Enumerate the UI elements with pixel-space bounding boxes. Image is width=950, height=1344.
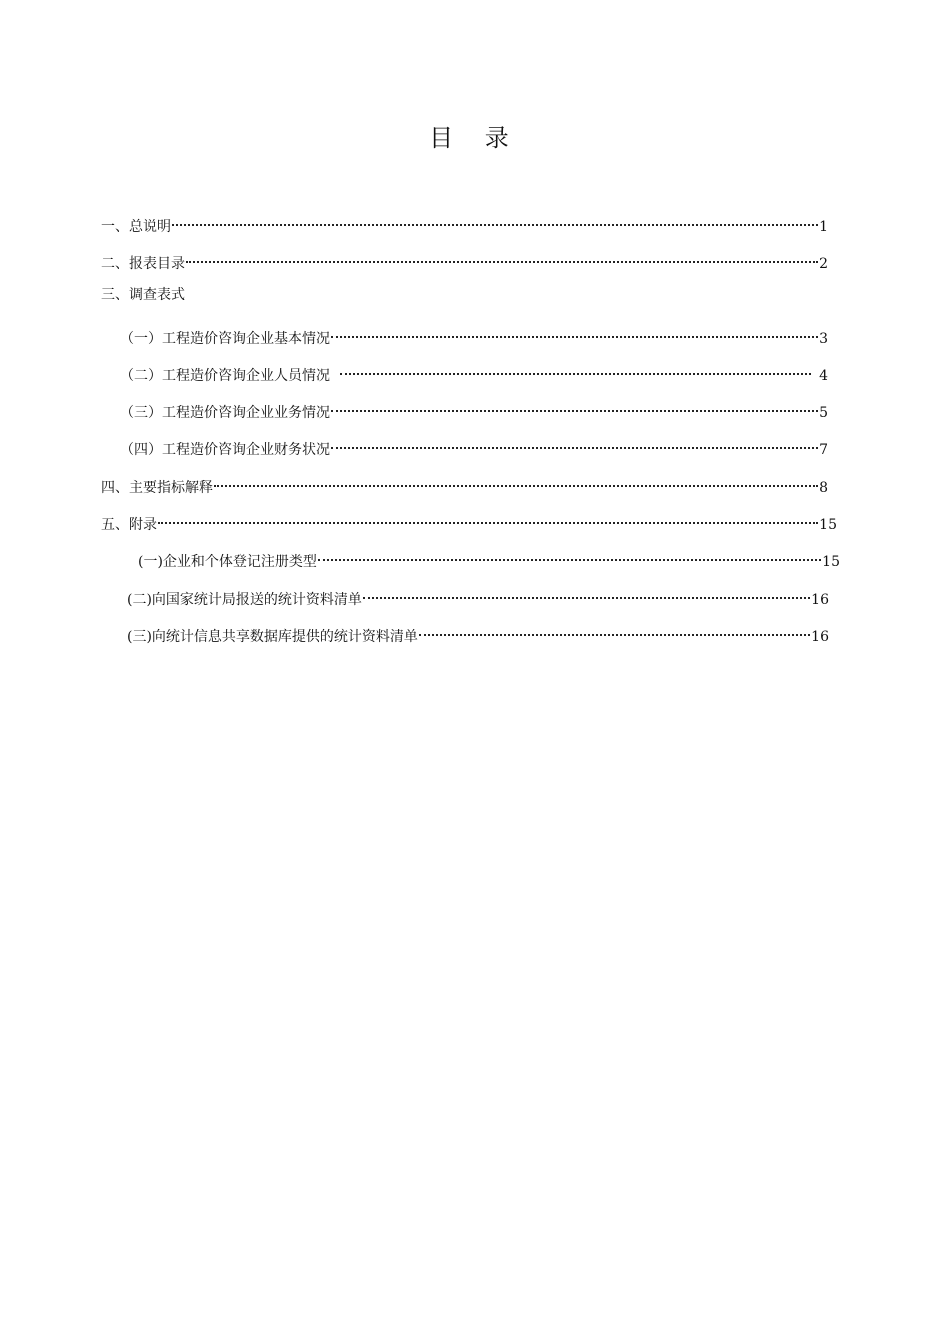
toc-entry-label: (一)企业和个体登记注册类型 [138,554,317,570]
toc-entry-shared-database-list[interactable] [127,621,829,645]
toc-page-number: 8 [819,480,828,496]
toc-leader-dots [340,360,811,380]
toc-entry-nbs-statistics-list[interactable] [127,584,829,608]
toc-entry-personnel[interactable] [120,360,828,384]
toc-page-number: 4 [819,368,828,384]
toc-page-number: 3 [819,331,828,347]
toc-leader-dots [419,621,810,641]
toc-entry-label: （四）工程造价咨询企业财务状况 [120,442,330,458]
toc-entry-label: （二）工程造价咨询企业人员情况 [120,368,330,384]
toc-entry-registration-types[interactable] [138,546,840,570]
toc-leader-dots [331,434,818,454]
toc-entry-report-catalog[interactable] [101,248,828,272]
page-title: 目 录 [429,124,521,152]
toc-entry-appendix[interactable] [101,509,837,533]
toc-leader-dots [331,397,818,417]
toc-leader-dots [186,248,818,268]
toc-entry-label: 二、报表目录 [101,256,185,272]
toc-page-number: 5 [819,405,828,421]
toc-entry-label: （三）工程造价咨询企业业务情况 [120,405,330,421]
toc-entry-business[interactable] [120,397,828,421]
toc-page-number: 16 [811,629,829,645]
toc-page-number: 2 [819,256,828,272]
toc-leader-dots [214,472,818,492]
toc-leader-dots [331,323,818,343]
toc-page-number: 15 [819,517,837,533]
toc-entry-indicator-explanation[interactable] [101,472,828,496]
toc-leader-dots [158,509,818,529]
toc-entry-label: 一、总说明 [101,219,171,235]
toc-entry-label: 五、附录 [101,517,157,533]
toc-page-number: 16 [811,592,829,608]
toc-page-number: 7 [819,442,828,458]
toc-entry-label: (二)向国家统计局报送的统计资料清单 [127,592,362,608]
toc-entry-label: 四、主要指标解释 [101,480,213,496]
toc-entry-label: 三、调查表式 [101,287,185,303]
toc-entry-finance[interactable] [120,434,828,458]
toc-entry-label: (三)向统计信息共享数据库提供的统计资料清单 [127,629,418,645]
toc-entry-survey-forms[interactable] [101,285,828,305]
toc-leader-dots [172,211,818,231]
toc-entry-general-description[interactable] [101,211,828,235]
toc-leader-dots [318,546,821,566]
toc-page-number: 1 [819,219,828,235]
toc-entry-basic-info[interactable] [120,323,828,347]
toc-page-number: 15 [822,554,840,570]
toc-entry-label: （一）工程造价咨询企业基本情况 [120,331,330,347]
toc-leader-dots [363,584,810,604]
